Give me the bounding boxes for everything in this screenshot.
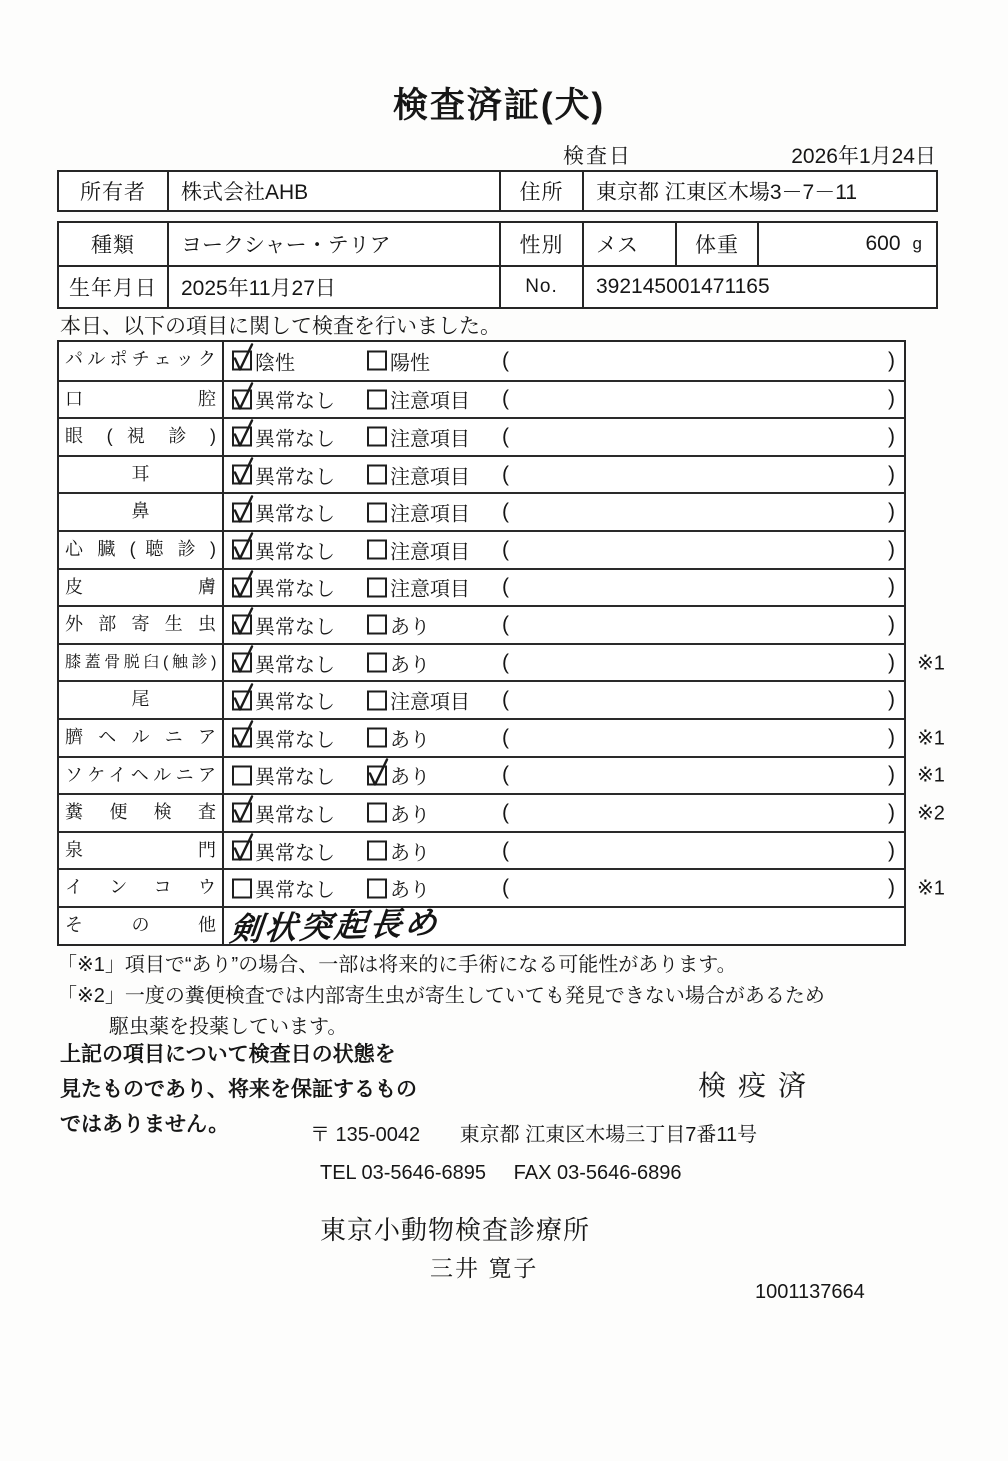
exam-option-1-label: 異常なし bbox=[255, 879, 335, 902]
exam-options-cell bbox=[224, 904, 904, 948]
exam-option-1-label: 異常なし bbox=[255, 842, 335, 865]
exam-option-1 bbox=[232, 836, 335, 865]
result-paren-open: ( bbox=[502, 763, 509, 787]
exam-row bbox=[59, 831, 904, 869]
footnote-marker: ※1 bbox=[917, 764, 945, 787]
breed-label: 種類 bbox=[91, 234, 135, 257]
exam-item-label: その他 bbox=[59, 908, 224, 944]
result-paren-close: ) bbox=[888, 424, 895, 448]
exam-options-cell bbox=[224, 494, 904, 530]
birthdate-value: 2025年11月27日 bbox=[167, 267, 499, 307]
footnote-marker: ※1 bbox=[917, 652, 945, 675]
weight-label: 体重 bbox=[675, 223, 757, 265]
exam-row bbox=[59, 718, 945, 756]
disclaimer-line-3: ではありません。 bbox=[60, 1113, 230, 1136]
exam-row bbox=[59, 455, 904, 493]
result-paren-open: ( bbox=[502, 612, 509, 636]
clinic-name: 東京小動物検査診療所 bbox=[320, 1215, 591, 1245]
result-paren-open: ( bbox=[502, 725, 509, 749]
checkbox-icon bbox=[232, 351, 252, 371]
id-number-label: No. bbox=[499, 267, 582, 307]
exam-option-1-label: 異常なし bbox=[255, 766, 335, 789]
checkbox-icon bbox=[367, 540, 387, 560]
result-paren-open: ( bbox=[502, 537, 509, 561]
sex-value: メス bbox=[582, 223, 675, 265]
checkbox-icon bbox=[367, 690, 387, 710]
exam-option-1 bbox=[232, 573, 335, 602]
exam-item-label: 外部寄生虫 bbox=[59, 607, 224, 643]
result-paren-open: ( bbox=[502, 500, 509, 524]
checkbox-icon bbox=[367, 615, 387, 635]
exam-option-2-label: 陽性 bbox=[390, 352, 430, 375]
exam-item-label: 皮膚 bbox=[59, 570, 224, 606]
exam-option-1-label: 異常なし bbox=[255, 729, 335, 752]
weight-unit: g bbox=[912, 234, 922, 253]
exam-options-cell bbox=[224, 382, 904, 418]
intro-text: 本日、以下の項目に関して検査を行いました。 bbox=[60, 315, 501, 338]
exam-item-label: 鼻 bbox=[59, 494, 224, 530]
exam-option-2-label: あり bbox=[390, 804, 430, 827]
exam-options-cell bbox=[224, 795, 904, 831]
serial-number: 1001137664 bbox=[755, 1281, 865, 1303]
exam-option-2-label: 注意項目 bbox=[390, 503, 470, 526]
exam-item-label: 口腔 bbox=[59, 382, 224, 418]
exam-option-1-label: 異常なし bbox=[255, 616, 335, 639]
checkbox-icon bbox=[232, 690, 252, 710]
exam-options-cell bbox=[224, 645, 904, 681]
result-paren-close: ) bbox=[888, 725, 895, 749]
exam-option-1-label: 異常なし bbox=[255, 541, 335, 564]
exam-item-label: 泉門 bbox=[59, 833, 224, 869]
veterinarian-name: 三井 寛子 bbox=[430, 1255, 539, 1281]
exam-item-label: 耳 bbox=[59, 457, 224, 493]
exam-option-1 bbox=[232, 761, 335, 790]
exam-option-1-label: 異常なし bbox=[255, 428, 335, 451]
exam-option-1 bbox=[232, 346, 295, 375]
exam-option-1-label: 異常なし bbox=[255, 691, 335, 714]
disclaimer-line-2: 見たものであり、将来を保証するもの bbox=[60, 1078, 417, 1101]
exam-option-2-label: あり bbox=[390, 879, 430, 902]
clinic-postal-line bbox=[310, 1118, 757, 1147]
footnote-marker: ※1 bbox=[917, 727, 945, 750]
checkbox-icon bbox=[367, 465, 387, 485]
exam-option-1-label: 異常なし bbox=[255, 804, 335, 827]
exam-item-label: 糞便検査 bbox=[59, 795, 224, 831]
exam-options-cell bbox=[224, 457, 904, 493]
owner-table bbox=[57, 170, 938, 212]
exam-option-2 bbox=[367, 535, 470, 564]
checkbox-icon bbox=[232, 803, 252, 823]
inspection-date-value: 2026年1月24日 bbox=[791, 145, 936, 168]
result-paren-open: ( bbox=[502, 424, 509, 448]
exam-row bbox=[59, 868, 945, 906]
checkbox-icon bbox=[367, 878, 387, 898]
exam-option-2 bbox=[367, 610, 430, 639]
checkbox-icon bbox=[367, 728, 387, 748]
exam-option-2-label: 注意項目 bbox=[390, 578, 470, 601]
exam-option-1 bbox=[232, 535, 335, 564]
exam-option-1 bbox=[232, 874, 335, 903]
exam-option-2 bbox=[367, 385, 470, 414]
checkbox-icon bbox=[232, 465, 252, 485]
exam-item-label: 臍ヘルニア bbox=[59, 720, 224, 756]
result-paren-open: ( bbox=[502, 800, 509, 824]
result-paren-close: ) bbox=[888, 688, 895, 712]
result-paren-close: ) bbox=[888, 876, 895, 900]
result-paren-close: ) bbox=[888, 650, 895, 674]
result-paren-close: ) bbox=[888, 462, 895, 486]
result-paren-open: ( bbox=[502, 348, 509, 372]
exam-row bbox=[59, 680, 904, 718]
result-paren-close: ) bbox=[888, 838, 895, 862]
exam-option-1 bbox=[232, 422, 335, 451]
exam-option-2 bbox=[367, 723, 430, 752]
exam-row bbox=[59, 568, 904, 606]
exam-option-2 bbox=[367, 686, 470, 715]
clinic-tel: TEL 03-5646-6895 bbox=[320, 1162, 487, 1184]
clinic-fax: FAX 03-5646-6896 bbox=[513, 1162, 682, 1184]
exam-option-1 bbox=[232, 686, 335, 715]
exam-option-1 bbox=[232, 498, 335, 527]
result-paren-close: ) bbox=[888, 387, 895, 411]
exam-option-2-label: 注意項目 bbox=[390, 691, 470, 714]
exam-option-2-label: あり bbox=[390, 616, 430, 639]
exam-options-cell bbox=[224, 833, 904, 869]
exam-options-cell bbox=[224, 682, 904, 718]
footnote-2-line1: 「※2」一度の糞便検査では内部寄生虫が寄生していても発見できない場合があるため bbox=[57, 985, 825, 1007]
checkbox-icon bbox=[367, 427, 387, 447]
checkbox-icon bbox=[367, 803, 387, 823]
exam-options-cell bbox=[224, 342, 904, 380]
exam-item-label: ソケイヘルニア bbox=[59, 758, 224, 794]
result-paren-open: ( bbox=[502, 688, 509, 712]
exam-options-cell bbox=[224, 607, 904, 643]
result-paren-open: ( bbox=[502, 575, 509, 599]
exam-option-1 bbox=[232, 798, 335, 827]
clinic-phone-line bbox=[320, 1162, 682, 1185]
exam-option-2-label: 注意項目 bbox=[390, 541, 470, 564]
exam-row bbox=[59, 756, 945, 794]
exam-option-2 bbox=[367, 460, 470, 489]
checkbox-icon bbox=[232, 615, 252, 635]
result-paren-close: ) bbox=[888, 575, 895, 599]
exam-options-cell bbox=[224, 758, 904, 794]
inspection-date-label: 検査日 bbox=[563, 145, 632, 168]
exam-options-cell bbox=[224, 419, 904, 455]
checkbox-icon bbox=[232, 765, 252, 785]
page-title: 検査済証(犬) bbox=[392, 86, 606, 125]
checkbox-icon bbox=[232, 427, 252, 447]
birthdate-label: 生年月日 bbox=[69, 277, 157, 300]
weight-value bbox=[757, 223, 938, 265]
exam-option-2 bbox=[367, 422, 470, 451]
checkbox-icon bbox=[232, 389, 252, 409]
result-paren-close: ) bbox=[888, 500, 895, 524]
result-paren-open: ( bbox=[502, 462, 509, 486]
disclaimer-line-1: 上記の項目について検査日の状態を bbox=[60, 1043, 396, 1066]
footnote-marker: ※1 bbox=[917, 877, 945, 900]
clinic-address: 東京都 江東区木場三丁目7番11号 bbox=[459, 1124, 758, 1146]
checkbox-icon bbox=[232, 653, 252, 673]
checkbox-icon bbox=[367, 502, 387, 522]
postal-code: 〒 135-0042 bbox=[310, 1124, 421, 1146]
result-paren-close: ) bbox=[888, 348, 895, 372]
checkbox-icon bbox=[367, 577, 387, 597]
checkbox-icon bbox=[232, 841, 252, 861]
exam-option-2-label: あり bbox=[390, 729, 430, 752]
exam-item-label: 尾 bbox=[59, 682, 224, 718]
exam-option-2-label: 注意項目 bbox=[390, 466, 470, 489]
exam-option-2-label: あり bbox=[390, 654, 430, 677]
checkbox-icon bbox=[232, 540, 252, 560]
footnote-1: 「※1」項目で“あり”の場合、一部は将来的に手術になる可能性があります。 bbox=[57, 954, 737, 976]
exam-option-2 bbox=[367, 798, 430, 827]
address-label: 住所 bbox=[499, 172, 582, 210]
exam-item-label: 眼 ( 視 診 ) bbox=[59, 419, 224, 455]
exam-option-1 bbox=[232, 385, 335, 414]
result-paren-close: ) bbox=[888, 763, 895, 787]
exam-option-2 bbox=[367, 648, 430, 677]
exam-option-2-label: あり bbox=[390, 842, 430, 865]
exam-row bbox=[59, 492, 904, 530]
exam-options-cell bbox=[224, 532, 904, 568]
checkbox-icon bbox=[232, 878, 252, 898]
checkbox-icon bbox=[367, 841, 387, 861]
exam-option-2-label: 注意項目 bbox=[390, 390, 470, 413]
exam-option-1-label: 異常なし bbox=[255, 654, 335, 677]
exam-option-2-label: 注意項目 bbox=[390, 428, 470, 451]
exam-item-label: パルポチェック bbox=[59, 342, 224, 380]
result-paren-open: ( bbox=[502, 876, 509, 900]
exam-item-label: 膝蓋骨脱臼(触診) bbox=[59, 645, 224, 681]
owner-address: 東京都 江東区木場3－7－11 bbox=[582, 172, 940, 210]
exam-row bbox=[59, 904, 904, 948]
checkbox-icon bbox=[367, 389, 387, 409]
exam-row bbox=[59, 793, 945, 831]
exam-row bbox=[59, 605, 904, 643]
result-paren-open: ( bbox=[502, 387, 509, 411]
owner-label: 所有者 bbox=[80, 181, 146, 204]
exam-option-1-label: 陰性 bbox=[255, 352, 295, 375]
result-paren-close: ) bbox=[888, 800, 895, 824]
exam-option-1 bbox=[232, 723, 335, 752]
exam-item-label: 心 臓 ( 聴 診 ) bbox=[59, 532, 224, 568]
pet-table bbox=[57, 221, 938, 309]
exam-item-label: インコウ bbox=[59, 870, 224, 906]
exam-option-2 bbox=[367, 761, 430, 790]
checkbox-icon bbox=[232, 502, 252, 522]
exam-option-1-label: 異常なし bbox=[255, 503, 335, 526]
exam-option-1 bbox=[232, 610, 335, 639]
weight-number: 600 bbox=[865, 232, 901, 255]
result-paren-open: ( bbox=[502, 838, 509, 862]
exam-option-2-label: あり bbox=[390, 766, 430, 789]
exam-option-1-label: 異常なし bbox=[255, 390, 335, 413]
exam-table bbox=[57, 340, 945, 948]
owner-name: 株式会社AHB bbox=[167, 172, 499, 210]
checkbox-icon bbox=[367, 653, 387, 673]
footnote-2-line2: 駆虫薬を投薬しています。 bbox=[109, 1016, 348, 1038]
result-paren-open: ( bbox=[502, 650, 509, 674]
checkbox-icon bbox=[232, 577, 252, 597]
footnote-marker: ※2 bbox=[917, 802, 945, 825]
exam-row bbox=[59, 643, 945, 681]
exam-row bbox=[59, 342, 904, 380]
result-paren-close: ) bbox=[888, 537, 895, 561]
checkbox-icon bbox=[367, 351, 387, 371]
exam-options-cell bbox=[224, 570, 904, 606]
exam-option-1 bbox=[232, 460, 335, 489]
exam-option-1-label: 異常なし bbox=[255, 466, 335, 489]
exam-option-1-label: 異常なし bbox=[255, 578, 335, 601]
exam-option-2 bbox=[367, 573, 470, 602]
exam-options-cell bbox=[224, 720, 904, 756]
exam-option-2 bbox=[367, 836, 430, 865]
result-paren-close: ) bbox=[888, 612, 895, 636]
footnotes-block bbox=[57, 950, 825, 1043]
exam-option-2 bbox=[367, 346, 430, 375]
sex-label: 性別 bbox=[499, 223, 582, 265]
checkbox-icon bbox=[367, 765, 387, 785]
checkbox-icon bbox=[232, 728, 252, 748]
exam-option-2 bbox=[367, 498, 470, 527]
id-number-value: 392145001471165 bbox=[582, 267, 938, 307]
exam-row bbox=[59, 380, 904, 418]
breed-value: ヨークシャー・テリア bbox=[167, 223, 499, 265]
exam-row bbox=[59, 417, 904, 455]
exam-row bbox=[59, 530, 904, 568]
exam-option-1 bbox=[232, 648, 335, 677]
handwritten-entry: 剣状突起長め bbox=[227, 904, 442, 948]
quarantine-passed-stamp: 検疫済 bbox=[698, 1070, 819, 1101]
